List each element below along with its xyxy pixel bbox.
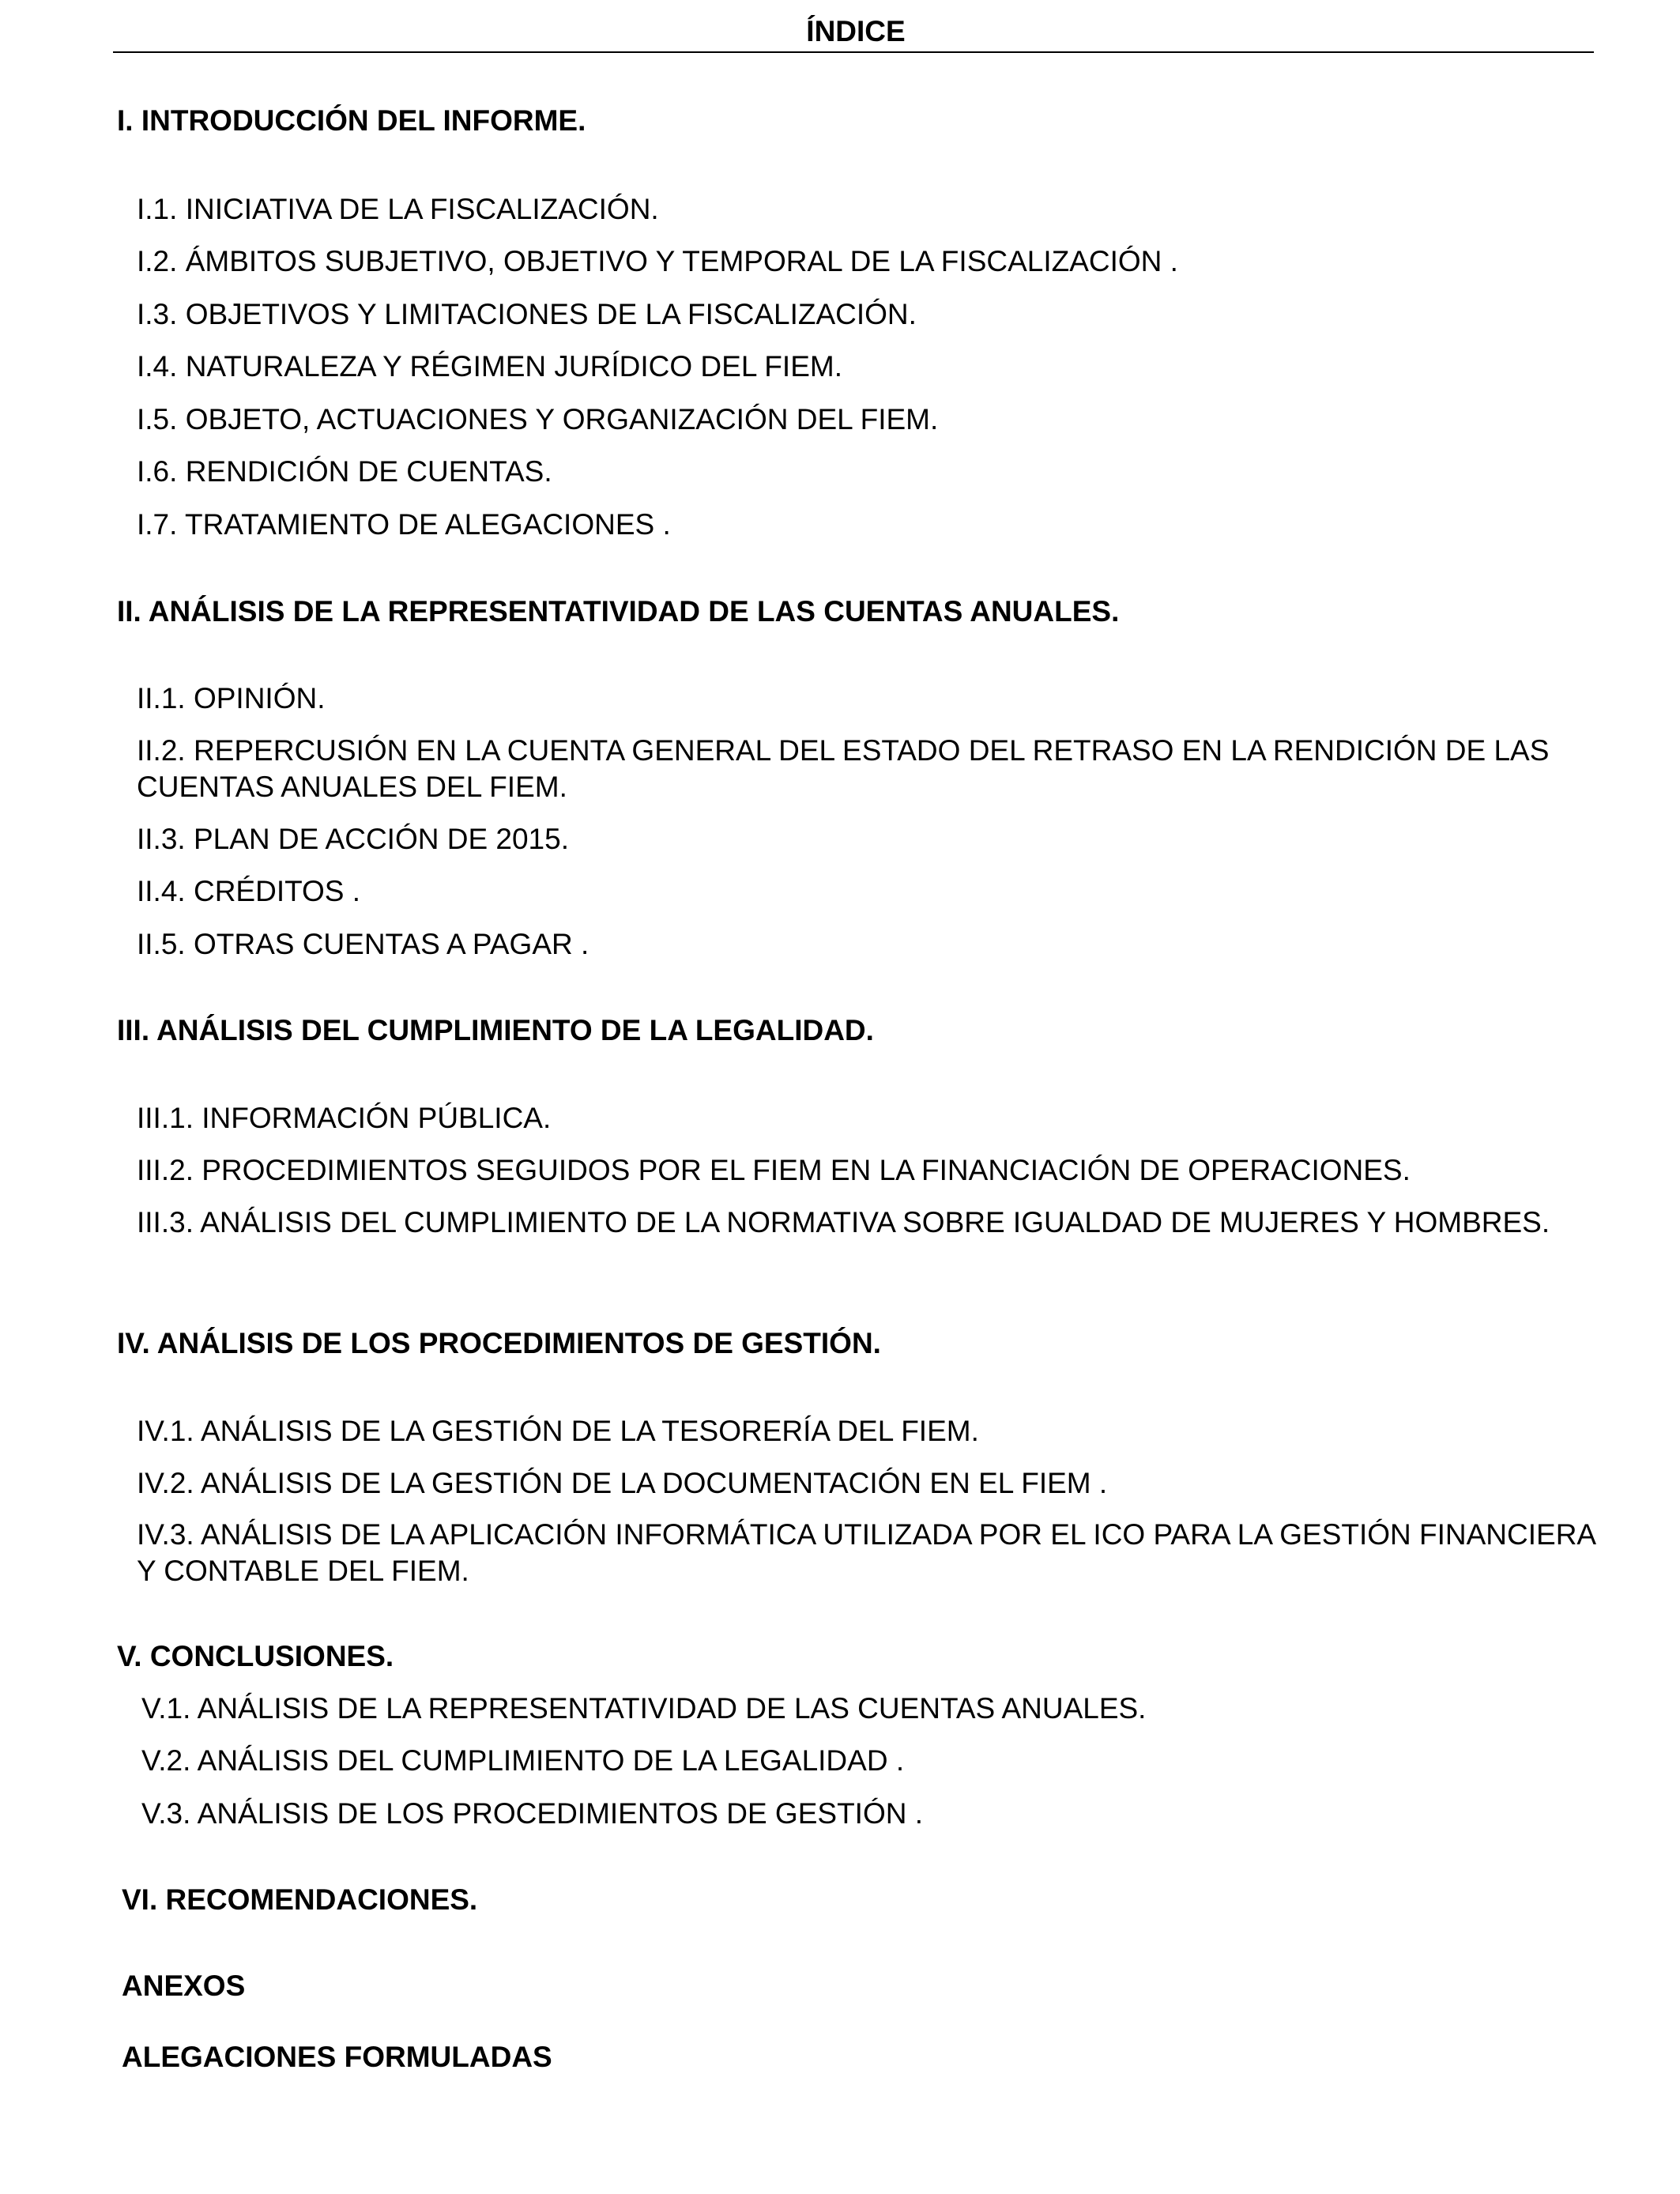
toc-entry-5-3[interactable]: V.3. ANÁLISIS DE LOS PROCEDIMIENTOS DE GESTIÓN .	[141, 1797, 924, 1830]
toc-entry-2-2[interactable]: II.2. REPERCUSIÓN EN LA CUENTA GENERAL DEL ESTADO DEL RETRASO EN LA RENDICIÓN DE LAS CUENTAS ANUALES DEL FIEM.	[137, 734, 1550, 803]
toc-entry-3-3[interactable]: III.3. ANÁLISIS DEL CUMPLIMIENTO DE LA NORMATIVA SOBRE IGUALDAD DE MUJERES Y HOMBRES.	[137, 1206, 1550, 1238]
toc-entry-2-3[interactable]: II.3. PLAN DE ACCIÓN DE 2015.	[137, 823, 569, 855]
toc-entry-3-1[interactable]: III.1. INFORMACIÓN PÚBLICA.	[137, 1102, 552, 1134]
toc-entry-4-3[interactable]: IV.3. ANÁLISIS DE LA APLICACIÓN INFORMÁTICA UTILIZADA POR EL ICO PARA LA GESTIÓN FINANCIERA Y CONTABLE DEL FIEM.	[137, 1518, 1595, 1587]
toc-section-2-heading[interactable]: II. ANÁLISIS DE LA REPRESENTATIVIDAD DE LAS CUENTAS ANUALES.	[117, 595, 1120, 628]
toc-entry-1-6[interactable]: I.6. RENDICIÓN DE CUENTAS.	[137, 455, 552, 488]
toc-allegations-heading[interactable]: ALEGACIONES FORMULADAS	[122, 2041, 552, 2073]
toc-entry-4-2[interactable]: IV.2. ANÁLISIS DE LA GESTIÓN DE LA DOCUMENTACIÓN EN EL FIEM .	[137, 1467, 1108, 1499]
toc-entry-1-7[interactable]: I.7. TRATAMIENTO DE ALEGACIONES .	[137, 508, 671, 541]
toc-entry-2-1[interactable]: II.1. OPINIÓN.	[137, 682, 326, 714]
toc-section-5-heading[interactable]: V. CONCLUSIONES.	[117, 1640, 394, 1672]
toc-annexes-heading[interactable]: ANEXOS	[122, 1970, 246, 2002]
toc-entry-1-2[interactable]: I.2. ÁMBITOS SUBJETIVO, OBJETIVO Y TEMPORAL DE LA FISCALIZACIÓN .	[137, 245, 1178, 277]
toc-section-1-heading[interactable]: I. INTRODUCCIÓN DEL INFORME.	[117, 104, 586, 137]
title-divider	[113, 51, 1594, 53]
toc-entry-5-2[interactable]: V.2. ANÁLISIS DEL CUMPLIMIENTO DE LA LEGALIDAD .	[141, 1744, 905, 1777]
toc-entry-2-5[interactable]: II.5. OTRAS CUENTAS A PAGAR .	[137, 928, 590, 960]
toc-entry-3-2[interactable]: III.2. PROCEDIMIENTOS SEGUIDOS POR EL FIEM EN LA FINANCIACIÓN DE OPERACIONES.	[137, 1154, 1411, 1186]
toc-section-4-heading[interactable]: IV. ANÁLISIS DE LOS PROCEDIMIENTOS DE GESTIÓN.	[117, 1327, 881, 1359]
toc-entry-1-5[interactable]: I.5. OBJETO, ACTUACIONES Y ORGANIZACIÓN DEL FIEM.	[137, 403, 939, 435]
toc-entry-1-3[interactable]: I.3. OBJETIVOS Y LIMITACIONES DE LA FISCALIZACIÓN.	[137, 298, 917, 330]
toc-section-3-heading[interactable]: III. ANÁLISIS DEL CUMPLIMIENTO DE LA LEGALIDAD.	[117, 1014, 874, 1046]
toc-section-6-heading[interactable]: VI. RECOMENDACIONES.	[122, 1883, 478, 1916]
page-title: ÍNDICE	[806, 15, 906, 47]
toc-entry-4-1[interactable]: IV.1. ANÁLISIS DE LA GESTIÓN DE LA TESORERÍA DEL FIEM.	[137, 1415, 979, 1447]
toc-entry-1-4[interactable]: I.4. NATURALEZA Y RÉGIMEN JURÍDICO DEL FIEM.	[137, 350, 842, 383]
toc-entry-5-1[interactable]: V.1. ANÁLISIS DE LA REPRESENTATIVIDAD DE LAS CUENTAS ANUALES.	[141, 1692, 1147, 1725]
toc-entry-2-4[interactable]: II.4. CRÉDITOS .	[137, 875, 361, 907]
toc-entry-1-1[interactable]: I.1. INICIATIVA DE LA FISCALIZACIÓN.	[137, 193, 659, 225]
